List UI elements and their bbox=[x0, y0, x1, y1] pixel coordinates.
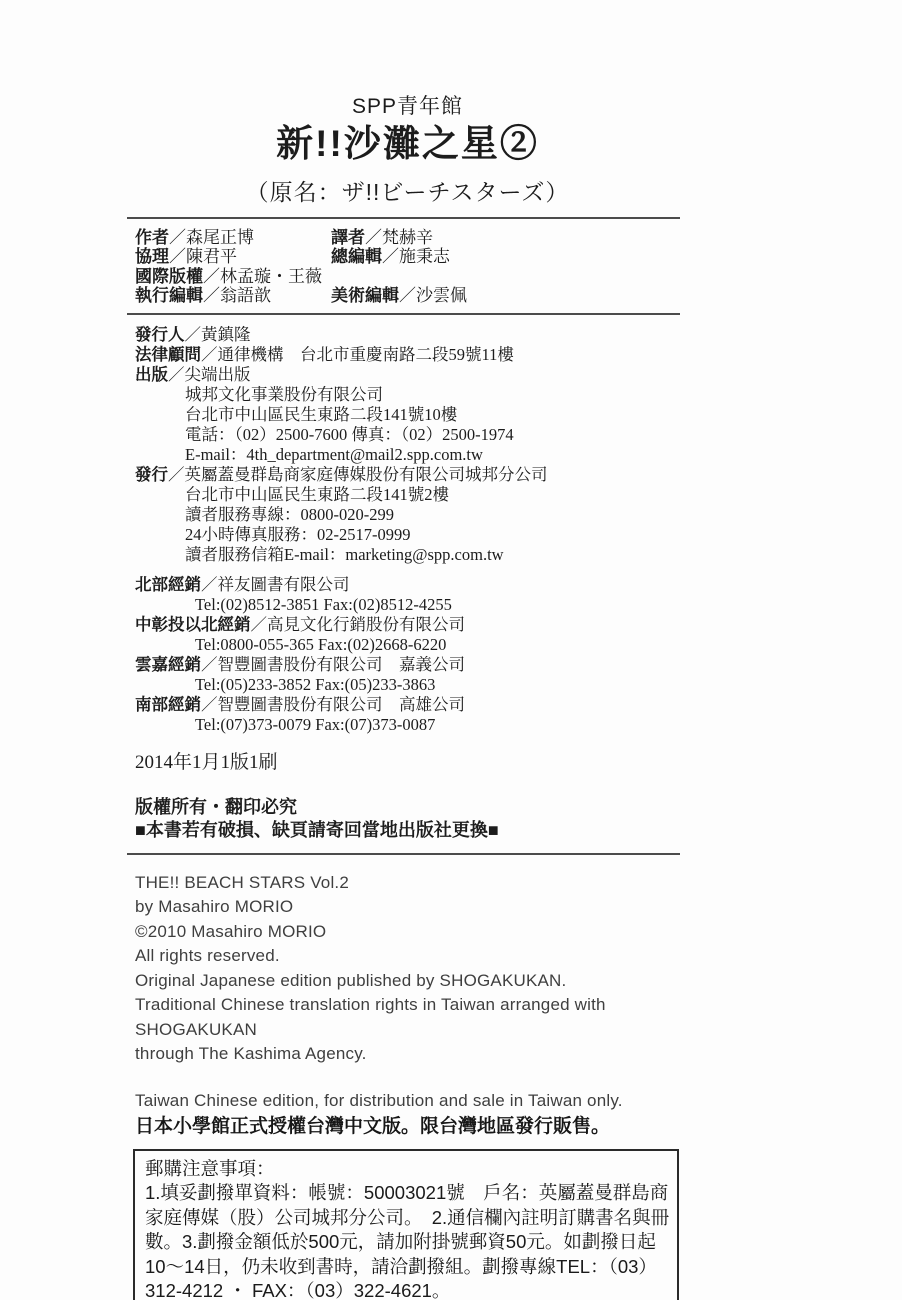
credit-row bbox=[135, 228, 695, 248]
distribution-line bbox=[135, 675, 695, 695]
publication-text: 讀者服務信箱E-mail：marketing@spp.com.tw bbox=[185, 544, 504, 564]
colophon-content bbox=[135, 0, 695, 1300]
credit-row bbox=[135, 267, 695, 287]
publication-label: 法律顧問 bbox=[135, 345, 201, 364]
english-copyright-block bbox=[135, 871, 695, 1067]
copyright-notice: 版權所有・翻印必究 bbox=[135, 796, 297, 817]
credit-cell bbox=[135, 247, 331, 267]
publication-block bbox=[135, 325, 695, 565]
license-statement-zh: 日本小學館正式授權台灣中文版。限台灣地區發行販售。 bbox=[135, 1115, 611, 1137]
publication-text: 讀者服務專線：0800-020-299 bbox=[185, 504, 394, 524]
publication-text: ／尖端出版 bbox=[168, 364, 251, 384]
distribution-text: Tel:(02)8512-3851 Fax:(02)8512-4255 bbox=[195, 594, 452, 614]
mail-order-heading: 郵購注意事項： bbox=[145, 1157, 275, 1179]
divider-copyright bbox=[127, 853, 680, 855]
publication-line bbox=[135, 385, 695, 405]
credit-cell bbox=[135, 286, 331, 306]
divider-top bbox=[127, 217, 680, 219]
credit-cell bbox=[331, 247, 695, 267]
title-block bbox=[135, 0, 680, 207]
distribution-line bbox=[135, 695, 695, 715]
publication-line bbox=[135, 425, 695, 445]
credit-value: ／翁語歆 bbox=[203, 286, 271, 306]
distribution-label: 雲嘉經銷 bbox=[135, 655, 201, 674]
distribution-text: ／祥友圖書有限公司 bbox=[201, 574, 350, 594]
credit-value: ／沙雲佩 bbox=[399, 286, 467, 306]
publication-text: 城邦文化事業股份有限公司 bbox=[185, 384, 383, 404]
publication-text: ／通律機構 台北市重慶南路二段59號11樓 bbox=[201, 344, 514, 364]
english-copyright-line: Traditional Chinese translation rights in Taiwan arranged with SHOGAKUKAN bbox=[135, 995, 606, 1039]
publication-text: ／黃鎮隆 bbox=[184, 324, 251, 344]
english-copyright-line: through The Kashima Agency. bbox=[135, 1044, 367, 1064]
english-copyright-line: ©2010 Masahiro MORIO bbox=[135, 921, 327, 941]
distribution-line bbox=[135, 615, 695, 635]
license-block bbox=[135, 1089, 695, 1139]
printing-date: 2014年1月1版1刷 bbox=[135, 751, 278, 773]
distribution-text: Tel:(05)233-3852 Fax:(05)233-3863 bbox=[195, 674, 436, 694]
publication-label: 出版 bbox=[135, 365, 168, 384]
publication-line bbox=[135, 445, 695, 465]
publication-line bbox=[135, 485, 695, 505]
english-copyright-line: All rights reserved. bbox=[135, 946, 280, 966]
publication-text: 台北市中山區民生東路二段141號2樓 bbox=[185, 484, 449, 504]
publication-line bbox=[135, 405, 695, 425]
mail-order-line: 家庭傳媒（股）公司城邦分公司。 2.通信欄內註明訂購書名與冊 bbox=[145, 1206, 670, 1228]
mail-order-line: 1.填妥劃撥單資料：帳號：50003021號 戶名：英屬蓋曼群島商 bbox=[145, 1182, 669, 1204]
credit-label: 作者 bbox=[135, 227, 169, 247]
distribution-line bbox=[135, 635, 695, 655]
mail-order-line: 數。3.劃撥金額低於500元，請加附掛號郵資50元。如劃撥日起 bbox=[145, 1231, 656, 1253]
distribution-text: Tel:(07)373-0079 Fax:(07)373-0087 bbox=[195, 714, 436, 734]
publication-line bbox=[135, 365, 695, 385]
publication-line bbox=[135, 525, 695, 545]
credit-label: 國際版權 bbox=[135, 266, 203, 286]
book-title: 新!!沙灘之星② bbox=[276, 123, 539, 164]
credit-label: 譯者 bbox=[331, 227, 365, 247]
credit-value: ／梵赫辛 bbox=[365, 227, 433, 247]
distribution-text: ／智豐圖書股份有限公司 高雄公司 bbox=[201, 694, 465, 714]
original-title: （原名：ザ!!ビーチスターズ） bbox=[245, 178, 570, 205]
credit-label: 總編輯 bbox=[331, 247, 382, 267]
credits-table bbox=[135, 228, 695, 306]
mail-order-box bbox=[133, 1149, 679, 1300]
english-copyright-line: by Masahiro MORIO bbox=[135, 897, 294, 917]
credit-label: 協理 bbox=[135, 247, 169, 267]
credit-label: 美術編輯 bbox=[331, 286, 399, 306]
distribution-label: 北部經銷 bbox=[135, 575, 201, 594]
credit-row bbox=[135, 247, 695, 267]
publication-label: 發行 bbox=[135, 465, 168, 484]
publication-line bbox=[135, 465, 695, 485]
english-copyright-line: THE!! BEACH STARS Vol.2 bbox=[135, 872, 350, 892]
publication-line bbox=[135, 345, 695, 365]
credit-value: ／林孟璇・王薇 bbox=[203, 266, 322, 286]
credit-value: ／森尾正博 bbox=[169, 227, 254, 247]
credit-cell bbox=[331, 286, 695, 306]
distribution-text: Tel:0800-055-365 Fax:(02)2668-6220 bbox=[195, 634, 447, 654]
license-statement-en: Taiwan Chinese edition, for distribution and sale in Taiwan only. bbox=[135, 1090, 623, 1110]
publication-text: 電話：（02）2500-7600 傳真：（02）2500-1974 bbox=[185, 424, 514, 444]
mail-order-line: 312-4212 ・ FAX：（03）322-4621。 bbox=[145, 1280, 451, 1300]
distribution-line bbox=[135, 655, 695, 675]
distribution-line bbox=[135, 715, 695, 735]
distribution-label: 中彰投以北經銷 bbox=[135, 615, 251, 634]
distribution-text: ／高見文化行銷股份有限公司 bbox=[250, 614, 465, 634]
publication-label: 發行人 bbox=[135, 325, 185, 344]
distribution-text: ／智豐圖書股份有限公司 嘉義公司 bbox=[201, 654, 465, 674]
distribution-line bbox=[135, 595, 695, 615]
credit-row bbox=[135, 286, 695, 306]
credit-cell bbox=[331, 267, 695, 287]
publication-line bbox=[135, 545, 695, 565]
credit-value: ／施秉志 bbox=[382, 247, 450, 267]
divider-credits bbox=[127, 313, 680, 315]
imprint-name: SPP青年館 bbox=[351, 95, 464, 118]
publication-line bbox=[135, 325, 695, 345]
credit-cell bbox=[135, 267, 331, 287]
credit-cell bbox=[135, 228, 331, 248]
distribution-line bbox=[135, 575, 695, 595]
distribution-label: 南部經銷 bbox=[135, 695, 201, 714]
mail-order-line: 10～14日，仍未收到書時，請洽劃撥組。劃撥專線TEL：（03） bbox=[145, 1255, 657, 1277]
publication-text: 24小時傳真服務：02-2517-0999 bbox=[185, 524, 411, 544]
credit-cell bbox=[331, 228, 695, 248]
credit-label: 執行編輯 bbox=[135, 286, 203, 306]
english-copyright-line: Original Japanese edition published by SHOGAKUKAN. bbox=[135, 970, 567, 990]
publication-text: 台北市中山區民生東路二段141號10樓 bbox=[185, 404, 458, 424]
publication-text: E-mail：4th_department@mail2.spp.com.tw bbox=[185, 444, 483, 464]
exchange-notice: ■本書若有破損、缺頁請寄回當地出版社更換■ bbox=[135, 819, 499, 840]
publication-line bbox=[135, 505, 695, 525]
publication-text: ／英屬蓋曼群島商家庭傳媒股份有限公司城邦分公司 bbox=[168, 464, 548, 484]
distribution-block bbox=[135, 575, 695, 735]
credit-value: ／陳君平 bbox=[169, 247, 237, 267]
